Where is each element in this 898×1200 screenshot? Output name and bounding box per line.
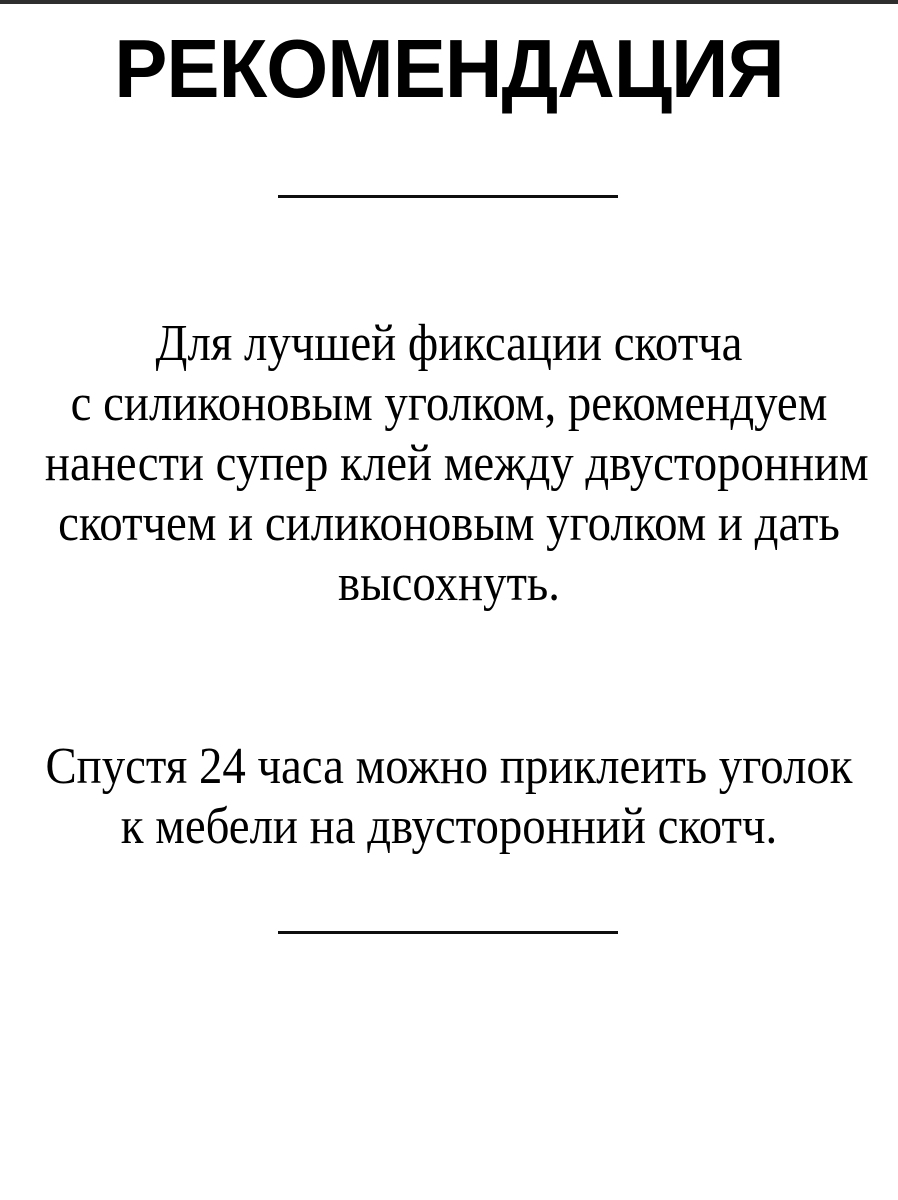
top-divider-line (278, 195, 618, 198)
paragraph-line: к мебели на двусторонний скотч. (120, 798, 778, 855)
paragraph-line: Для лучшей фиксации скотча (155, 315, 743, 372)
paragraph-line: Спустя 24 часа можно приклеить уголок (45, 738, 853, 795)
paragraph-after-24-hours-instructions (45, 737, 853, 857)
paragraph-line: высохнуть. (338, 555, 560, 612)
bottom-divider-line (278, 931, 618, 934)
page-title: РЕКОМЕНДАЦИЯ (114, 22, 784, 115)
paragraph-line: с силиконовым уголком, рекомендуем (70, 375, 828, 432)
paragraph-line: скотчем и силиконовым уголком и дать (58, 495, 840, 552)
paragraph-line: нанести супер клей между двусторонним (44, 435, 869, 492)
top-border-line (0, 0, 898, 4)
paragraph-glue-fixation-instructions (44, 314, 869, 614)
